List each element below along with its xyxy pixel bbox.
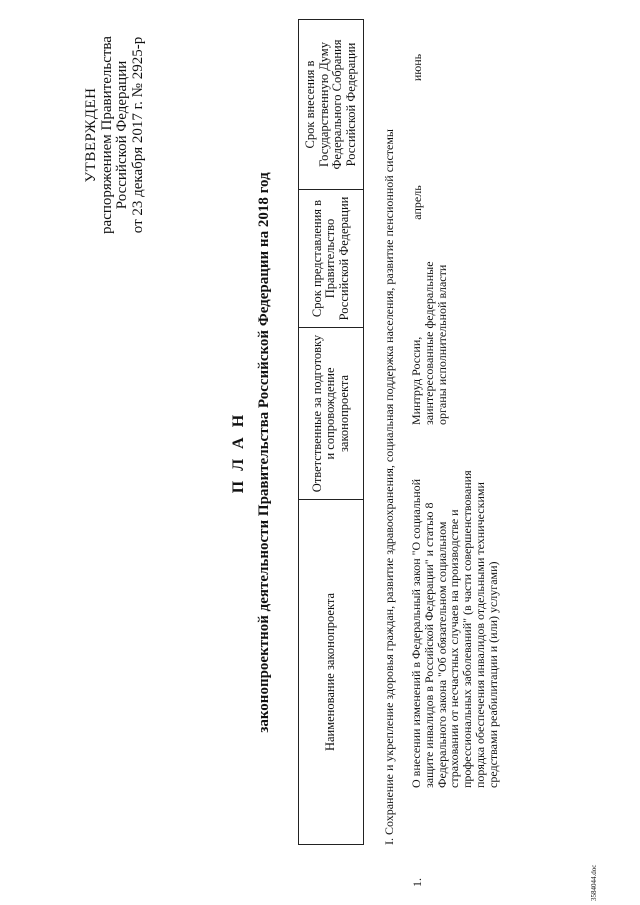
file-reference: 3584044.doc (590, 864, 598, 901)
row-submit-duma: июнь (410, 53, 424, 82)
plan-table-header (298, 19, 364, 845)
header-bill-name: Наименование законопроекта (299, 500, 364, 845)
approval-line-3: от 23 декабря 2017 г. № 2925-р (129, 36, 146, 234)
row-bill-name: О внесении изменений в Федеральный закон "О социальной защите инвалидов в Российской Федерации" и статью 8 Федерального закона "Об обязательном социальном страховании от несчастных случаев на производстве и профессиональных заболеваний" (в части совершенствования порядка обеспечения инвалидов отдельными техническими средствами реабилитации и (или) услугами) (409, 470, 500, 788)
document-title: П Л А Н (230, 411, 247, 494)
header-submit-government: Срок представления в Правительство Российской Федерации (299, 190, 364, 328)
row-number: 1. (410, 878, 424, 887)
approval-heading: УТВЕРЖДЕН (83, 87, 99, 183)
row-responsible: Минтруд России, заинтересованные федеральные органы исполнительной власти (409, 261, 449, 425)
document-subtitle: законопроектной деятельности Правительства Российской Федерации на 2018 год (256, 172, 272, 733)
section-title: I. Сохранение и укрепление здоровья граждан, развитие здравоохранения, социальная поддержка населения, развитие пенсионной системы (382, 129, 396, 845)
approval-line-1: распоряжением Правительства (98, 36, 115, 234)
header-responsible: Ответственные за подготовку и сопровождение законопроекта (299, 328, 364, 500)
approval-stamp (84, 20, 146, 250)
row-submit-government: апрель (410, 185, 424, 220)
header-submit-duma: Срок внесения в Государственную Думу Федерального Собрания Российской Федерации (299, 20, 364, 190)
approval-line-2: Российской Федерации (114, 60, 130, 210)
